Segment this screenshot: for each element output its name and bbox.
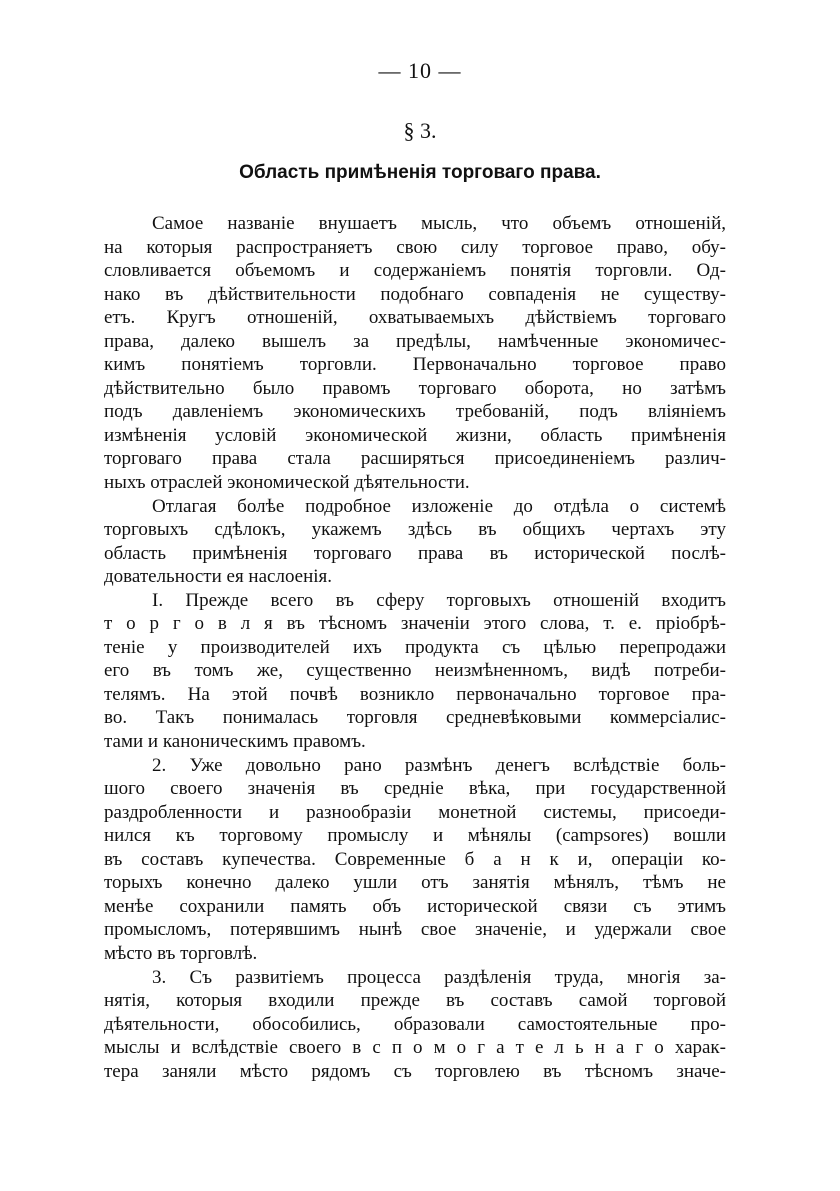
text-line: дѣятельности, обособились, образовали самостоятельные про- [104, 1013, 726, 1035]
text-line: 3. Съ развитіемъ процесса раздѣленія труда, многія за- [152, 966, 726, 988]
text-line: раздробленности и разнообразіи монетной системы, присоеди- [104, 801, 726, 823]
text-line: тами и каноническимъ правомъ. [104, 731, 366, 753]
text-line: во. Такъ понималась торговля средневѣковыми коммерсіалис- [104, 707, 726, 729]
section-mark: § 3. [403, 118, 437, 143]
text-line: мѣсто въ торговлѣ. [104, 942, 258, 964]
text-line: торговаго права стала расширяться присоединеніемъ различ- [104, 448, 726, 470]
text-line: 2. Уже довольно рано размѣнъ денегъ вслѣдствіе боль- [152, 754, 726, 776]
text-line: торговыхъ сдѣлокъ, укажемъ здѣсь въ общихъ чертахъ эту [104, 519, 726, 541]
text-line: торыхъ конечно далеко ушли отъ занятія мѣнялъ, тѣмъ не [104, 872, 726, 894]
text-line: нако въ дѣйствительности подобнаго совпаденія не существу- [104, 283, 726, 305]
text-line: менѣе сохранили память объ исторической связи съ этимъ [104, 895, 726, 917]
text-line: I. Прежде всего въ сферу торговыхъ отношеній входитъ [152, 589, 726, 611]
text-line: ныхъ отраслей экономической дѣятельности. [104, 472, 470, 494]
text-line: т о р г о в л я въ тѣсномъ значеніи этого слова, т. е. пріобрѣ- [104, 613, 726, 635]
text-line: дѣйствительно было правомъ торговаго оборота, но затѣмъ [104, 377, 726, 399]
text-line: промысломъ, потерявшимъ нынѣ свое значеніе, и удержали свое [104, 919, 726, 941]
text-line: Отлагая болѣе подробное изложеніе до отдѣла о системѣ [152, 495, 726, 517]
text-line: телямъ. На этой почвѣ возникло первоначально торговое пра- [104, 683, 726, 705]
page-number: — 10 — [378, 58, 462, 83]
text-line: измѣненія условій экономической жизни, область примѣненія [104, 424, 726, 446]
text-line: шого своего значенія въ средніе вѣка, при государственной [104, 778, 726, 800]
text-line: его въ томъ же, существенно неизмѣненномъ, видѣ потреби- [104, 660, 726, 682]
text-line: довательности ея наслоенія. [104, 566, 333, 588]
text-line: тера заняли мѣсто рядомъ съ торговлею въ тѣсномъ значе- [104, 1060, 726, 1082]
text-line: словливается объемомъ и содержаніемъ понятія торговли. Од- [104, 260, 726, 282]
section-title: Область примѣненія торговаго права. [239, 162, 601, 183]
text-line: мыслы и вслѣдствіе своего в с п о м о г а т е л ь н а г о харак- [104, 1037, 726, 1059]
text-line: на которыя распространяетъ свою силу торговое право, обу- [104, 236, 726, 258]
text-line: кимъ понятіемъ торговли. Первоначально торговое право [104, 354, 726, 376]
text-line: етъ. Кругъ отношеній, охватываемыхъ дѣйствіемъ торговаго [104, 307, 726, 329]
body-text [104, 212, 726, 1083]
text-line: права, далеко вышелъ за предѣлы, намѣченные экономичес- [104, 330, 726, 352]
text-line: нятія, которыя входили прежде въ составъ самой торговой [104, 990, 726, 1012]
text-line: подъ давленіемъ экономическихъ требованій, подъ вліяніемъ [104, 401, 726, 423]
text-line: въ составъ купечества. Современные б а н к и, операціи ко- [104, 848, 726, 870]
text-line: нился къ торговому промыслу и мѣнялы (campsores) вошли [104, 825, 726, 847]
text-line: теніе у производителей ихъ продукта съ цѣлью перепродажи [104, 636, 726, 658]
text-line: область примѣненія торговаго права въ исторической послѣ- [104, 542, 726, 564]
text-line: Самое названіе внушаетъ мысль, что объемъ отношеній, [152, 213, 726, 234]
